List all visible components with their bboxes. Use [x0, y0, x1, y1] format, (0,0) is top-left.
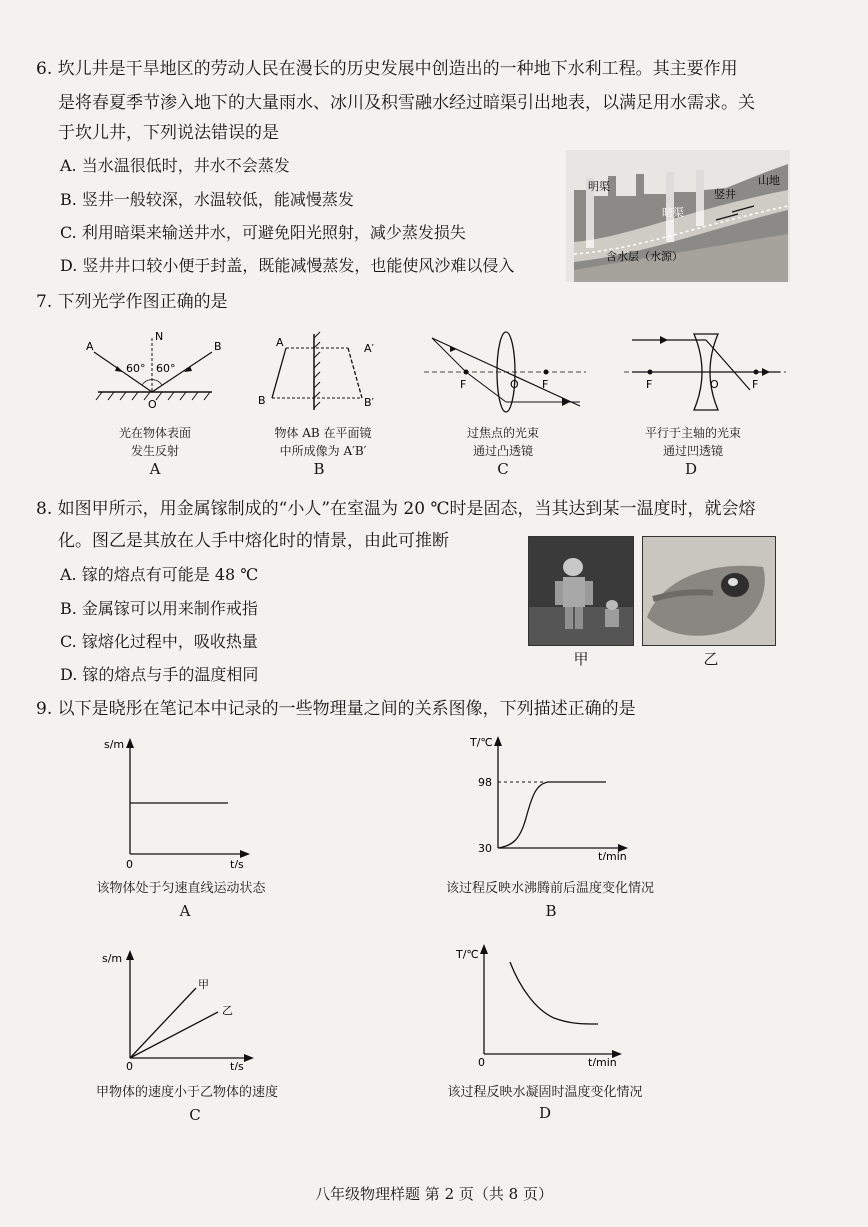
graph-c-series-yi: 乙	[222, 1004, 233, 1017]
gallium-figure-photo-jia	[528, 536, 634, 646]
q7-d-letter: D	[684, 460, 698, 478]
graph-a-origin: 0	[126, 858, 133, 868]
q8-option-a: A. 镓的熔点有可能是 48 ℃	[60, 565, 259, 584]
q8-option-c: C. 镓熔化过程中，吸收热量	[60, 632, 258, 651]
label-d-f1: F	[646, 378, 653, 391]
graph-d-origin: 0	[478, 1056, 485, 1066]
q6-stem-line1: 6. 坎儿井是干旱地区的劳动人民在漫长的历史发展中创造出的一种地下水利工程。其主要作用	[36, 59, 738, 79]
q9-d-letter: D	[538, 1104, 552, 1122]
q9-a-caption: 该物体处于匀速直线运动状态	[96, 881, 266, 896]
graph-b-x-label: t/min	[598, 850, 627, 860]
label-normal-n: N	[155, 330, 164, 343]
graph-c-y-label: s/m	[102, 952, 123, 965]
label-d-f2: F	[752, 378, 759, 391]
q9-graph-c	[100, 942, 260, 1070]
q7-b-caption-1: 物体 AB 在平面镜	[274, 426, 372, 440]
q9-graph-d	[454, 936, 624, 1066]
label-angle-1: 60°	[126, 362, 146, 375]
label-b-b2: B′	[364, 396, 375, 409]
q9-c-letter: C	[189, 1106, 201, 1124]
q6-stem-line3: 于坎儿井，下列说法错误的是	[58, 123, 279, 143]
q9-c-caption: 甲物体的速度小于乙物体的速度	[95, 1085, 278, 1100]
label-a-point: A	[86, 340, 94, 353]
q7-c-caption-2: 通过凸透镜	[472, 444, 533, 458]
label-origin-o: O	[148, 398, 157, 410]
q8-option-d: D. 镓的熔点与手的温度相同	[60, 665, 259, 684]
q6-stem-line2: 是将春夏季节渗入地下的大量雨水、冰川及积雪融水经过暗渠引出地表，以满足用水需求。关	[58, 93, 755, 113]
q8-stem-line2: 化。图乙是其放在人手中熔化时的情景，由此可推断	[58, 531, 449, 551]
q9-graph-b	[468, 730, 628, 860]
q9-b-caption: 该过程反映水沸腾前后温度变化情况	[445, 881, 654, 896]
label-shandi: 山地	[758, 174, 780, 187]
graph-c-series-jia: 甲	[198, 978, 209, 991]
label-c-f1: F	[460, 378, 467, 391]
label-b-a2: A′	[364, 342, 375, 355]
label-d-o: O	[710, 378, 719, 391]
graph-d-y-label: T/℃	[456, 948, 479, 961]
graph-d-x-label: t/min	[588, 1056, 617, 1066]
label-c-o: O	[510, 378, 519, 391]
q8-option-b: B. 金属镓可以用来制作戒指	[60, 599, 258, 618]
q6-option-a: A. 当水温很低时，井水不会蒸发	[60, 156, 290, 175]
graph-b-y-label: T/℃	[470, 736, 493, 749]
q7-a-letter: A	[149, 460, 161, 478]
q8-stem-line1: 8. 如图甲所示，用金属镓制成的“小人”在室温为 20 ℃时是固态，当其达到某一温度时，就会熔	[36, 499, 756, 519]
q9-a-letter: A	[179, 902, 191, 920]
q9-b-letter: B	[545, 902, 557, 920]
label-shujing: 竖井	[714, 188, 736, 201]
label-mingqu: 明渠	[588, 180, 610, 193]
q7-d-caption-1: 平行于主轴的光束	[644, 426, 741, 440]
label-b-a: A	[276, 336, 284, 349]
q6-option-d: D. 竖井井口较小便于封盖，既能减慢蒸发，也能使风沙难以侵入	[60, 256, 515, 275]
q7-figure-d	[620, 330, 790, 426]
q6-option-b: B. 竖井一般较深，水温较低，能减慢蒸发	[60, 190, 354, 209]
q9-stem: 9. 以下是晓彤在笔记本中记录的一些物理量之间的关系图像，下列描述正确的是	[36, 699, 636, 719]
label-anqu: 暗渠	[662, 206, 684, 219]
q7-figure-a	[80, 330, 230, 410]
q7-a-caption-1: 光在物体表面	[118, 426, 191, 440]
label-angle-2: 60°	[156, 362, 176, 375]
q7-stem: 7. 下列光学作图正确的是	[36, 292, 228, 312]
graph-c-x-label: t/s	[230, 1060, 244, 1070]
q7-b-letter: B	[313, 460, 325, 478]
gallium-figure-photo-yi	[642, 536, 776, 646]
graph-c-origin: 0	[126, 1060, 133, 1070]
page-footer: 八年级物理样题 第 2 页（共 8 页）	[315, 1185, 553, 1203]
graph-a-x-label: t/s	[230, 858, 244, 868]
label-b-point: B	[214, 340, 222, 353]
graph-b-tick-30: 30	[478, 842, 492, 855]
q7-figure-c	[420, 330, 590, 426]
q7-b-caption-2: 中所成像为 A′B′	[279, 444, 367, 458]
photo-label-jia: 甲	[573, 650, 589, 668]
label-hanshuiceng: 含水层（水源）	[606, 250, 683, 263]
q7-d-caption-2: 通过凹透镜	[662, 444, 723, 458]
label-b-b: B	[258, 394, 266, 407]
graph-a-y-label: s/m	[104, 738, 125, 751]
q7-c-caption-1: 过焦点的光束	[466, 426, 539, 440]
q7-figure-b	[252, 330, 392, 414]
q9-d-caption: 该过程反映水凝固时温度变化情况	[447, 1085, 643, 1100]
label-c-f2: F	[542, 378, 549, 391]
q9-graph-a	[100, 728, 250, 868]
karez-diagram	[566, 150, 790, 282]
q7-c-letter: C	[497, 460, 509, 478]
q6-option-c: C. 利用暗渠来输送井水，可避免阳光照射，减少蒸发损失	[60, 223, 466, 242]
q7-a-caption-2: 发生反射	[130, 444, 179, 458]
photo-label-yi: 乙	[703, 650, 719, 668]
graph-b-tick-98: 98	[478, 776, 492, 789]
